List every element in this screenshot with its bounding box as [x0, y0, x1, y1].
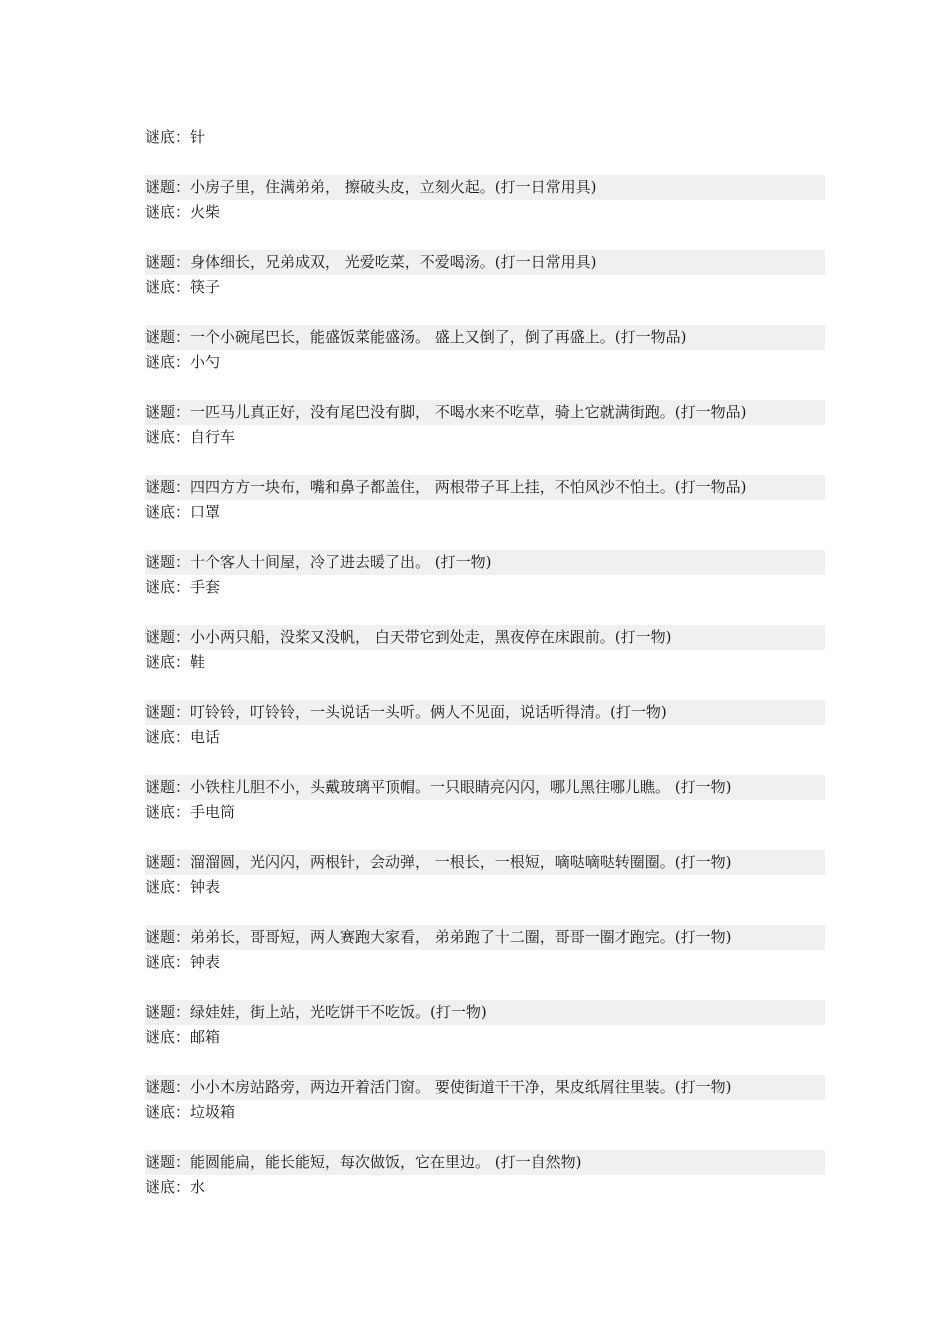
riddle-answer: 谜底：电话	[145, 728, 221, 746]
riddle-list	[145, 125, 825, 1200]
entry-spacer	[145, 1050, 825, 1075]
riddle-answer: 谜底：火柴	[145, 203, 221, 221]
entry-spacer	[145, 1125, 825, 1150]
entry-spacer	[145, 300, 825, 325]
riddle-question: 谜题：溜溜圆，光闪闪，两根针，会动弹， 一根长，一根短，嘀哒嘀哒转圈圈。(打一物)	[145, 850, 825, 875]
riddle-question: 谜题：十个客人十间屋，冷了进去暖了出。 (打一物)	[145, 550, 825, 575]
entry-spacer	[145, 675, 825, 700]
entry-spacer	[145, 900, 825, 925]
riddle-question: 谜题：弟弟长，哥哥短，两人赛跑大家看， 弟弟跑了十二圈，哥哥一圈才跑完。(打一物)	[145, 925, 825, 950]
riddle-answer: 谜底：手电筒	[145, 803, 236, 821]
riddle-answer: 谜底：小勺	[145, 353, 221, 371]
riddle-question: 谜题：绿娃娃，街上站，光吃饼干不吃饭。(打一物)	[145, 1000, 825, 1025]
riddle-answer: 谜底：口罩	[145, 503, 221, 521]
entry-spacer	[145, 975, 825, 1000]
entry-spacer	[145, 450, 825, 475]
riddle-answer: 谜底：手套	[145, 578, 221, 596]
riddle-answer: 谜底：钟表	[145, 953, 221, 971]
entry-spacer	[145, 600, 825, 625]
riddle-answer: 谜底：筷子	[145, 278, 221, 296]
entry-spacer	[145, 825, 825, 850]
riddle-answer: 谜底：水	[145, 1178, 206, 1196]
riddle-answer: 谜底：鞋	[145, 653, 206, 671]
riddle-question: 谜题：一匹马儿真正好，没有尾巴没有脚， 不喝水来不吃草，骑上它就满街跑。(打一物品)	[145, 400, 825, 425]
entry-spacer	[145, 525, 825, 550]
riddle-question: 谜题：叮铃铃，叮铃铃，一头说话一头听。俩人不见面，说话听得清。(打一物)	[145, 700, 825, 725]
riddle-question: 谜题：小小两只船，没桨又没帆， 白天带它到处走，黑夜停在床跟前。(打一物)	[145, 625, 825, 650]
entry-spacer	[145, 150, 825, 175]
riddle-question: 谜题：一个小碗尾巴长，能盛饭菜能盛汤。 盛上又倒了，倒了再盛上。(打一物品)	[145, 325, 825, 350]
riddle-question: 谜题：小房子里，住满弟弟， 擦破头皮，立刻火起。(打一日常用具)	[145, 175, 825, 200]
riddle-answer: 谜底：钟表	[145, 878, 221, 896]
riddle-answer: 谜底：垃圾箱	[145, 1103, 236, 1121]
riddle-question: 谜题：能圆能扁，能长能短，每次做饭，它在里边。 (打一自然物)	[145, 1150, 825, 1175]
entry-spacer	[145, 750, 825, 775]
entry-spacer	[145, 225, 825, 250]
riddle-question: 谜题：身体细长，兄弟成双， 光爱吃菜，不爱喝汤。(打一日常用具)	[145, 250, 825, 275]
riddle-answer: 谜底：自行车	[145, 428, 236, 446]
entry-spacer	[145, 375, 825, 400]
riddle-answer: 谜底：针	[145, 128, 206, 146]
riddle-question: 谜题：小铁柱儿胆不小，头戴玻璃平顶帽。一只眼睛亮闪闪，哪儿黑往哪儿瞧。 (打一物)	[145, 775, 825, 800]
riddle-answer: 谜底：邮箱	[145, 1028, 221, 1046]
riddle-question: 谜题：小小木房站路旁，两边开着活门窗。 要使街道干干净，果皮纸屑往里装。(打一物)	[145, 1075, 825, 1100]
riddle-question: 谜题：四四方方一块布，嘴和鼻子都盖住， 两根带子耳上挂，不怕风沙不怕土。(打一物品)	[145, 475, 825, 500]
riddle-entries	[145, 150, 825, 1200]
